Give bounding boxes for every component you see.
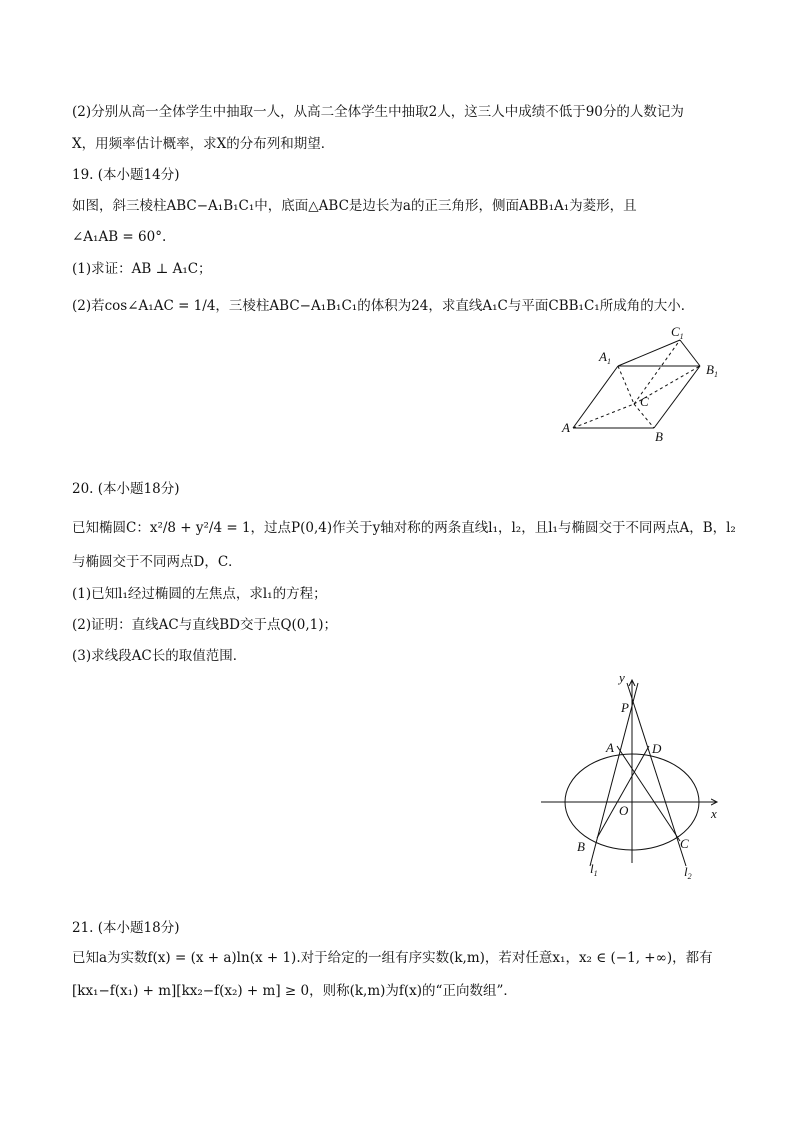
label-D: D [652,741,662,756]
label-C: C [640,394,649,409]
label-A: A [562,420,570,435]
label-B: B [577,839,585,854]
q19-part2: (2)若cos∠A₁AC = 1/4，三棱柱ABC−A₁B₁C₁的体积为24，求直线A₁C与平面CBB₁C₁所成角的大小． [72,298,695,314]
label-O: O [619,803,629,818]
q19-part1: (1)求证：AB ⊥ A₁C； [72,261,212,277]
label-A: A [606,740,614,755]
label-l2: $l_2$ [684,864,692,881]
q20-stem-line1: 已知椭圆C：x²/8 + y²/4 = 1，过点P(0,4)作关于y轴对称的两条直线l₁，l₂，且l₁与椭圆交于不同两点A，B，l₂ [72,520,736,536]
q20-part3: (3)求线段AC长的取值范围． [72,648,247,664]
q20-stem-line2: 与椭圆交于不同两点D，C． [72,554,242,570]
segment-AC [617,746,680,841]
q20-part1: (1)已知l₁经过椭圆的左焦点，求l₁的方程； [72,586,327,602]
q19-stem-line2: ∠A₁AB = 60°. [72,229,167,245]
q19-prism-figure [555,318,730,448]
edge-A1-C [618,366,634,404]
q19-header: 19. (本小题14分) [72,167,180,183]
edge-B-B1 [654,366,700,428]
q18-part2-line1: (2)分别从高一全体学生中抽取一人，从高二全体学生中抽取2人，这三人中成绩不低于90分的人数记为 [72,104,684,120]
label-C: C [680,836,689,851]
q21-stem-line1: 已知a为实数f(x) = (x + a)ln(x + 1).对于给定的一组有序实数(k,m)，若对任意x₁，x₂ ∈ (−1, +∞)，都有 [72,950,713,966]
label-B1: $B_1$ [706,362,718,379]
q20-ellipse-figure [535,668,730,883]
q20-header: 20. (本小题18分) [72,481,180,497]
label-A1: $A_1$ [599,349,611,366]
q19-stem-line1: 如图，斜三棱柱ABC−A₁B₁C₁中，底面△ABC是边长为a的正三角形，侧面ABB₁A₁为菱形，且 [72,198,637,214]
q18-part2-line2: X，用频率估计概率，求X的分布列和期望． [72,136,335,152]
label-B: B [655,429,663,444]
q21-stem-line2: [kx₁−f(x₁) + m][kx₂−f(x₂) + m] ≥ 0，则称(k,m)为f(x)的“正向数组”． [72,983,517,999]
label-x: x [711,806,717,821]
q21-header: 21. (本小题18分) [72,920,180,936]
label-P: P [621,700,629,715]
label-y: y [619,670,625,685]
segment-BD [597,746,649,838]
edge-C1-B1 [680,340,700,366]
label-l1: $l_1$ [590,861,598,878]
label-C1: $C_1$ [671,324,684,341]
line-l1 [590,683,638,866]
q20-part2: (2)证明：直线AC与直线BD交于点Q(0,1)； [72,617,338,633]
